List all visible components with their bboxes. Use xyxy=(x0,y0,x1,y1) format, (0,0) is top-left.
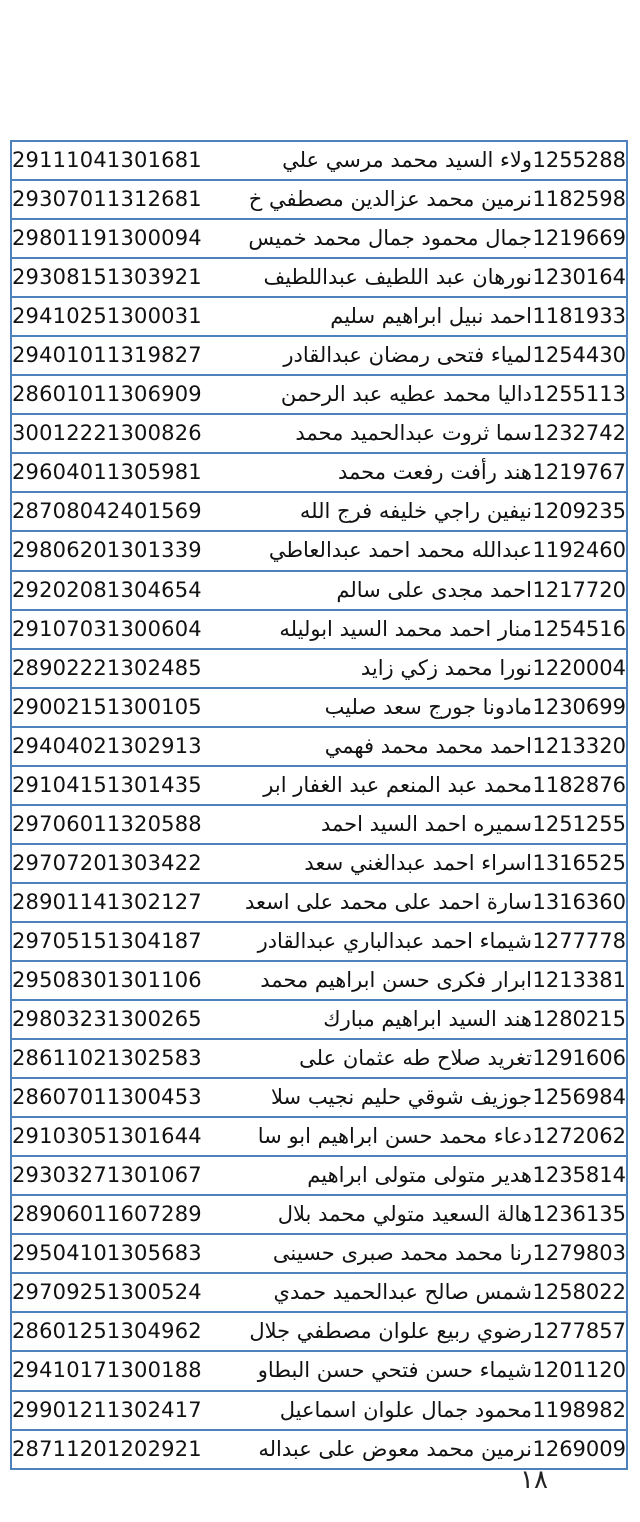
code-cell: 1258022 xyxy=(532,1273,627,1312)
name-cell: شمس صالح عبدالحميد حمدي xyxy=(217,1273,532,1312)
table-row xyxy=(11,1391,627,1430)
table-row xyxy=(11,1351,627,1390)
code-cell: 1269009 xyxy=(532,1430,627,1469)
code-cell: 1277857 xyxy=(532,1312,627,1351)
national-id-cell: 29308151303921 xyxy=(11,258,217,297)
code-cell: 1209235 xyxy=(532,492,627,531)
national-id-cell: 28607011300453 xyxy=(11,1078,217,1117)
name-cell: هند السيد ابراهيم مبارك xyxy=(217,1000,532,1039)
national-id-cell: 28708042401569 xyxy=(11,492,217,531)
table-row xyxy=(11,258,627,297)
name-cell: سما ثروت عبدالحميد محمد xyxy=(217,414,532,453)
code-cell: 1279803 xyxy=(532,1234,627,1273)
code-cell: 1236135 xyxy=(532,1195,627,1234)
national-id-cell: 30012221300826 xyxy=(11,414,217,453)
name-cell: نرمين محمد معوض على عبداله xyxy=(217,1430,532,1469)
national-id-cell: 29307011312681 xyxy=(11,180,217,219)
table-row xyxy=(11,727,627,766)
name-cell: هند رأفت رفعت محمد xyxy=(217,453,532,492)
table-row xyxy=(11,1078,627,1117)
code-cell: 1230164 xyxy=(532,258,627,297)
name-cell: احمد محمد محمد فهمي xyxy=(217,727,532,766)
national-id-cell: 29202081304654 xyxy=(11,571,217,610)
name-cell: عبدالله محمد احمد عبدالعاطي xyxy=(217,531,532,570)
code-cell: 1217720 xyxy=(532,571,627,610)
table-row xyxy=(11,453,627,492)
code-cell: 1280215 xyxy=(532,1000,627,1039)
name-cell: رضوي ربيع علوان مصطفي جلال xyxy=(217,1312,532,1351)
records-table-body xyxy=(11,141,627,1469)
national-id-cell: 29404021302913 xyxy=(11,727,217,766)
national-id-cell: 28601011306909 xyxy=(11,375,217,414)
name-cell: سارة احمد على محمد على اسعد xyxy=(217,883,532,922)
national-id-cell: 29806201301339 xyxy=(11,531,217,570)
table-row xyxy=(11,1312,627,1351)
code-cell: 1213381 xyxy=(532,961,627,1000)
national-id-cell: 28906011607289 xyxy=(11,1195,217,1234)
national-id-cell: 29002151300105 xyxy=(11,688,217,727)
national-id-cell: 29508301301106 xyxy=(11,961,217,1000)
name-cell: شيماء احمد عبدالباري عبدالقادر xyxy=(217,922,532,961)
page-number: ١٨ xyxy=(520,1465,548,1495)
name-cell: تغريد صلاح طه عثمان على xyxy=(217,1039,532,1078)
national-id-cell: 29604011305981 xyxy=(11,453,217,492)
name-cell: شيماء حسن فتحي حسن البطاو xyxy=(217,1351,532,1390)
code-cell: 1219767 xyxy=(532,453,627,492)
national-id-cell: 29707201303422 xyxy=(11,844,217,883)
name-cell: نورهان عبد اللطيف عبداللطيف xyxy=(217,258,532,297)
code-cell: 1255113 xyxy=(532,375,627,414)
national-id-cell: 29103051301644 xyxy=(11,1117,217,1156)
national-id-cell: 28902221302485 xyxy=(11,649,217,688)
code-cell: 1232742 xyxy=(532,414,627,453)
table-row xyxy=(11,219,627,258)
national-id-cell: 29107031300604 xyxy=(11,610,217,649)
name-cell: مادونا جورج سعد صليب xyxy=(217,688,532,727)
code-cell: 1219669 xyxy=(532,219,627,258)
name-cell: محمد عبد المنعم عبد الغفار ابر xyxy=(217,766,532,805)
table-row xyxy=(11,1195,627,1234)
code-cell: 1201120 xyxy=(532,1351,627,1390)
table-row xyxy=(11,766,627,805)
name-cell: سميره احمد السيد احمد xyxy=(217,805,532,844)
national-id-cell: 28611021302583 xyxy=(11,1039,217,1078)
code-cell: 1235814 xyxy=(532,1156,627,1195)
code-cell: 1316360 xyxy=(532,883,627,922)
national-id-cell: 28601251304962 xyxy=(11,1312,217,1351)
table-row xyxy=(11,414,627,453)
name-cell: هدير متولى متولى ابراهيم xyxy=(217,1156,532,1195)
name-cell: نرمين محمد عزالدين مصطفي خ xyxy=(217,180,532,219)
table-row xyxy=(11,1234,627,1273)
national-id-cell: 29410171300188 xyxy=(11,1351,217,1390)
code-cell: 1255288 xyxy=(532,141,627,180)
national-id-cell: 29410251300031 xyxy=(11,297,217,336)
code-cell: 1316525 xyxy=(532,844,627,883)
national-id-cell: 29801191300094 xyxy=(11,219,217,258)
code-cell: 1192460 xyxy=(532,531,627,570)
table-row xyxy=(11,805,627,844)
table-row xyxy=(11,531,627,570)
national-id-cell: 29303271301067 xyxy=(11,1156,217,1195)
table-row xyxy=(11,688,627,727)
records-table xyxy=(10,140,628,1470)
national-id-cell: 29803231300265 xyxy=(11,1000,217,1039)
name-cell: ولاء السيد محمد مرسي علي xyxy=(217,141,532,180)
national-id-cell: 29705151304187 xyxy=(11,922,217,961)
national-id-cell: 29706011320588 xyxy=(11,805,217,844)
national-id-cell: 29111041301681 xyxy=(11,141,217,180)
name-cell: منار احمد محمد السيد ابوليله xyxy=(217,610,532,649)
name-cell: نيفين راجي خليفه فرج الله xyxy=(217,492,532,531)
name-cell: دعاء محمد حسن ابراهيم ابو سا xyxy=(217,1117,532,1156)
table-row xyxy=(11,883,627,922)
table-row xyxy=(11,1039,627,1078)
table-row xyxy=(11,336,627,375)
name-cell: محمود جمال علوان اسماعيل xyxy=(217,1391,532,1430)
table-row xyxy=(11,375,627,414)
name-cell: جوزيف شوقي حليم نجيب سلا xyxy=(217,1078,532,1117)
table-row xyxy=(11,1273,627,1312)
name-cell: لمياء فتحى رمضان عبدالقادر xyxy=(217,336,532,375)
code-cell: 1254430 xyxy=(532,336,627,375)
name-cell: نورا محمد زكي زايد xyxy=(217,649,532,688)
national-id-cell: 29401011319827 xyxy=(11,336,217,375)
name-cell: ابرار فكرى حسن ابراهيم محمد xyxy=(217,961,532,1000)
code-cell: 1198982 xyxy=(532,1391,627,1430)
national-id-cell: 29901211302417 xyxy=(11,1391,217,1430)
code-cell: 1291606 xyxy=(532,1039,627,1078)
national-id-cell: 29104151301435 xyxy=(11,766,217,805)
name-cell: احمد مجدى على سالم xyxy=(217,571,532,610)
table-row xyxy=(11,1117,627,1156)
table-row xyxy=(11,571,627,610)
national-id-cell: 28901141302127 xyxy=(11,883,217,922)
table-row xyxy=(11,649,627,688)
table-row xyxy=(11,492,627,531)
code-cell: 1254516 xyxy=(532,610,627,649)
name-cell: هالة السعيد متولي محمد بلال xyxy=(217,1195,532,1234)
code-cell: 1182876 xyxy=(532,766,627,805)
table-row xyxy=(11,610,627,649)
table-row xyxy=(11,844,627,883)
code-cell: 1272062 xyxy=(532,1117,627,1156)
code-cell: 1256984 xyxy=(532,1078,627,1117)
table-row xyxy=(11,141,627,180)
table-row xyxy=(11,1000,627,1039)
table-row xyxy=(11,1430,627,1469)
code-cell: 1220004 xyxy=(532,649,627,688)
national-id-cell: 28711201202921 xyxy=(11,1430,217,1469)
name-cell: رنا محمد محمد صبرى حسينى xyxy=(217,1234,532,1273)
code-cell: 1277778 xyxy=(532,922,627,961)
code-cell: 1213320 xyxy=(532,727,627,766)
code-cell: 1182598 xyxy=(532,180,627,219)
code-cell: 1230699 xyxy=(532,688,627,727)
table-row xyxy=(11,922,627,961)
name-cell: اسراء احمد عبدالغني سعد xyxy=(217,844,532,883)
national-id-cell: 29504101305683 xyxy=(11,1234,217,1273)
code-cell: 1181933 xyxy=(532,297,627,336)
table-row xyxy=(11,1156,627,1195)
name-cell: احمد نبيل ابراهيم سليم xyxy=(217,297,532,336)
table-row xyxy=(11,180,627,219)
code-cell: 1251255 xyxy=(532,805,627,844)
name-cell: جمال محمود جمال محمد خميس xyxy=(217,219,532,258)
table-row xyxy=(11,961,627,1000)
table-row xyxy=(11,297,627,336)
national-id-cell: 29709251300524 xyxy=(11,1273,217,1312)
name-cell: داليا محمد عطيه عبد الرحمن xyxy=(217,375,532,414)
